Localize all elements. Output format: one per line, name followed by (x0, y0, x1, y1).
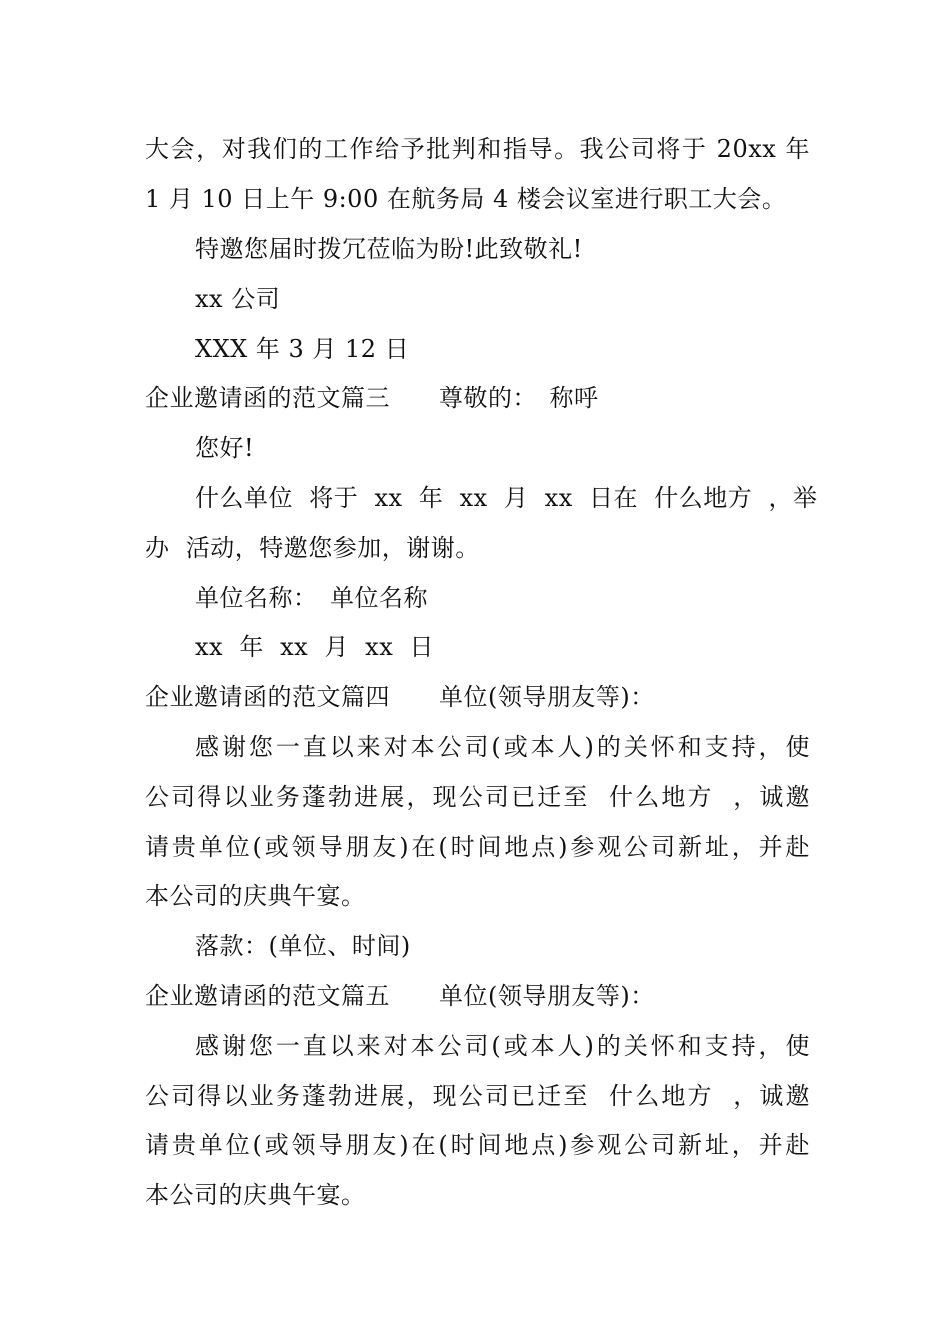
text-line: 单位名称： 单位名称 (195, 584, 428, 612)
text-line: 感谢您一直以来对本公司(或本人)的关怀和支持，使 (195, 1032, 810, 1060)
text-line: 办 活动，特邀您参加，谢谢。 (145, 534, 480, 562)
text-line: XXX 年 3 月 12 日 (195, 335, 410, 363)
section-heading: 企业邀请函的范文篇三 尊敬的： 称呼 (145, 384, 599, 412)
text-line: xx 年 xx 月 xx 日 (195, 633, 434, 661)
text-line: 落款：(单位、时间) (195, 932, 411, 960)
text-line: 您好! (195, 434, 255, 462)
text-line: 什么单位 将于 xx 年 xx 月 xx 日在 什么地方 ，举 (195, 484, 818, 512)
section-heading: 企业邀请函的范文篇四 单位(领导朋友等)： (145, 683, 655, 711)
section-heading: 企业邀请函的范文篇五 单位(领导朋友等)： (145, 982, 655, 1010)
text-line: 本公司的庆典午宴。 (145, 882, 366, 910)
text-line: 特邀您届时拨冗莅临为盼!此致敬礼! (195, 235, 583, 263)
text-line: 请贵单位(或领导朋友)在(时间地点)参观公司新址，并赴 (145, 1131, 810, 1159)
text-line: xx 公司 (195, 285, 281, 313)
text-line: 本公司的庆典午宴。 (145, 1181, 366, 1209)
text-line: 大会，对我们的工作给予批判和指导。我公司将于 20xx 年 (145, 135, 810, 163)
text-line: 公司得以业务蓬勃进展，现公司已迁至 什么地方 ，诚邀 (145, 783, 810, 811)
text-line: 1 月 10 日上午 9:00 在航务局 4 楼会议室进行职工大会。 (145, 185, 787, 213)
text-line: 公司得以业务蓬勃进展，现公司已迁至 什么地方 ，诚邀 (145, 1082, 810, 1110)
text-line: 请贵单位(或领导朋友)在(时间地点)参观公司新址，并赴 (145, 833, 810, 861)
text-line: 感谢您一直以来对本公司(或本人)的关怀和支持，使 (195, 733, 810, 761)
